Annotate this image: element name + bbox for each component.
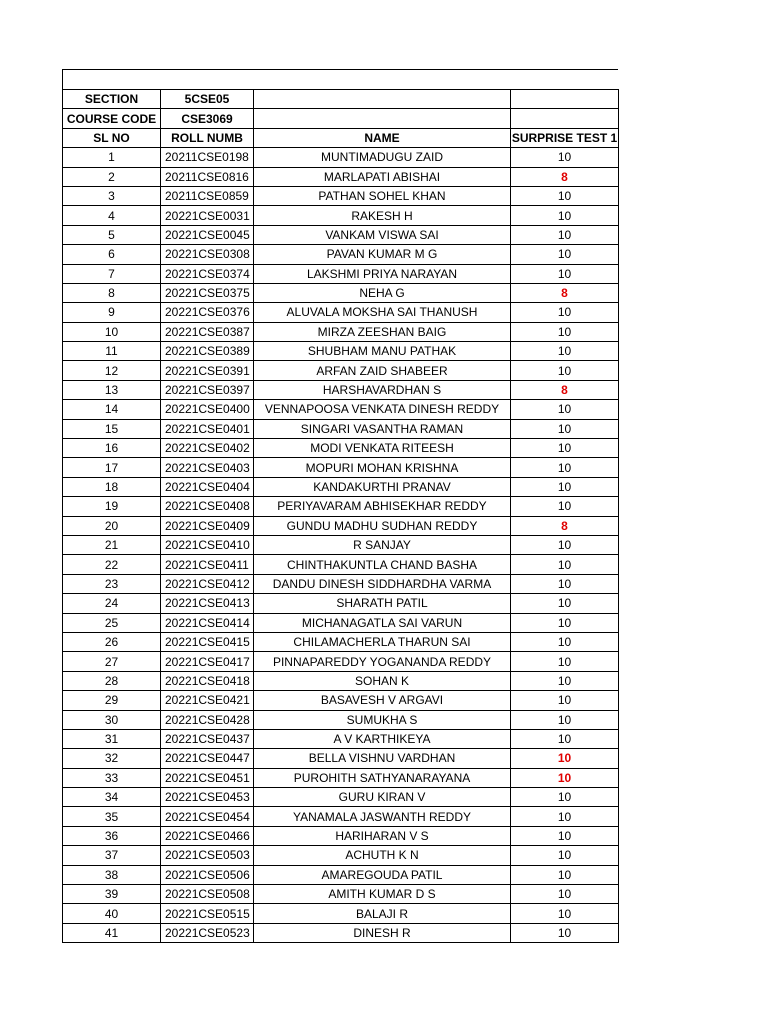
column-header-name: NAME xyxy=(254,128,511,147)
roll-number-cell: 20221CSE0447 xyxy=(161,749,254,768)
sl-no-cell: 41 xyxy=(63,923,161,942)
sl-no-cell: 14 xyxy=(63,400,161,419)
roll-number-cell: 20221CSE0413 xyxy=(161,594,254,613)
score-cell: 10 xyxy=(511,613,619,632)
table-row xyxy=(63,400,619,419)
table-row xyxy=(63,342,619,361)
roll-number-cell: 20221CSE0397 xyxy=(161,380,254,399)
score-cell: 10 xyxy=(511,749,619,768)
name-cell: LAKSHMI PRIYA NARAYAN xyxy=(254,264,511,283)
table-row xyxy=(63,167,619,186)
sl-no-cell: 35 xyxy=(63,807,161,826)
sl-no-cell: 11 xyxy=(63,342,161,361)
name-cell: VANKAM VISWA SAI xyxy=(254,225,511,244)
table-row xyxy=(63,186,619,205)
roll-number-cell: 20221CSE0374 xyxy=(161,264,254,283)
name-cell: MUNTIMADUGU ZAID xyxy=(254,148,511,167)
score-cell: 10 xyxy=(511,652,619,671)
column-header-sl-no: SL NO xyxy=(63,128,161,147)
table-row xyxy=(63,691,619,710)
section-value: 5CSE05 xyxy=(161,90,254,109)
sl-no-cell: 36 xyxy=(63,826,161,845)
name-cell: CHINTHAKUNTLA CHAND BASHA xyxy=(254,555,511,574)
roll-number-cell: 20221CSE0515 xyxy=(161,904,254,923)
sl-no-cell: 32 xyxy=(63,749,161,768)
name-cell: A V KARTHIKEYA xyxy=(254,729,511,748)
roll-number-cell: 20221CSE0400 xyxy=(161,400,254,419)
name-cell: RAKESH H xyxy=(254,206,511,225)
empty-cell xyxy=(511,109,619,128)
roll-number-cell: 20221CSE0391 xyxy=(161,361,254,380)
score-cell: 10 xyxy=(511,671,619,690)
roll-number-cell: 20221CSE0031 xyxy=(161,206,254,225)
table-row xyxy=(63,710,619,729)
sl-no-cell: 24 xyxy=(63,594,161,613)
name-cell: BASAVESH V ARGAVI xyxy=(254,691,511,710)
sl-no-cell: 34 xyxy=(63,788,161,807)
empty-cell xyxy=(511,90,619,109)
roll-number-cell: 20221CSE0387 xyxy=(161,322,254,341)
roll-number-cell: 20221CSE0376 xyxy=(161,303,254,322)
roll-number-cell: 20221CSE0428 xyxy=(161,710,254,729)
roll-number-cell: 20221CSE0523 xyxy=(161,923,254,942)
roll-number-cell: 20221CSE0508 xyxy=(161,885,254,904)
score-cell: 10 xyxy=(511,419,619,438)
name-cell: BELLA VISHNU VARDHAN xyxy=(254,749,511,768)
name-cell: GURU KIRAN V xyxy=(254,788,511,807)
sl-no-cell: 3 xyxy=(63,186,161,205)
section-label: SECTION xyxy=(63,90,161,109)
table-row xyxy=(63,361,619,380)
course-code-value: CSE3069 xyxy=(161,109,254,128)
name-cell: SUMUKHA S xyxy=(254,710,511,729)
sl-no-cell: 16 xyxy=(63,439,161,458)
name-cell: HARSHAVARDHAN S xyxy=(254,380,511,399)
column-header-roll-number: ROLL NUMB xyxy=(161,128,254,147)
table-row xyxy=(63,516,619,535)
table-row xyxy=(63,245,619,264)
name-cell: PAVAN KUMAR M G xyxy=(254,245,511,264)
name-cell: PINNAPAREDDY YOGANANDA REDDY xyxy=(254,652,511,671)
roll-number-cell: 20221CSE0410 xyxy=(161,535,254,554)
course-row xyxy=(63,109,619,128)
sl-no-cell: 19 xyxy=(63,497,161,516)
table-row xyxy=(63,439,619,458)
roll-number-cell: 20221CSE0414 xyxy=(161,613,254,632)
score-cell: 10 xyxy=(511,458,619,477)
name-cell: ACHUTH K N xyxy=(254,846,511,865)
table-row xyxy=(63,613,619,632)
roll-number-cell: 20221CSE0421 xyxy=(161,691,254,710)
score-cell: 10 xyxy=(511,322,619,341)
score-cell: 10 xyxy=(511,361,619,380)
name-cell: HARIHARAN V S xyxy=(254,826,511,845)
score-cell: 10 xyxy=(511,148,619,167)
score-cell: 10 xyxy=(511,729,619,748)
sl-no-cell: 39 xyxy=(63,885,161,904)
sl-no-cell: 9 xyxy=(63,303,161,322)
score-cell: 10 xyxy=(511,400,619,419)
name-cell: PUROHITH SATHYANARAYANA xyxy=(254,768,511,787)
score-cell: 10 xyxy=(511,264,619,283)
name-cell: AMITH KUMAR D S xyxy=(254,885,511,904)
roll-number-cell: 20211CSE0816 xyxy=(161,167,254,186)
table-row xyxy=(63,652,619,671)
roll-number-cell: 20221CSE0453 xyxy=(161,788,254,807)
roll-number-cell: 20221CSE0045 xyxy=(161,225,254,244)
sl-no-cell: 27 xyxy=(63,652,161,671)
sl-no-cell: 5 xyxy=(63,225,161,244)
score-cell: 10 xyxy=(511,923,619,942)
table-row xyxy=(63,923,619,942)
sl-no-cell: 29 xyxy=(63,691,161,710)
sl-no-cell: 26 xyxy=(63,632,161,651)
sl-no-cell: 33 xyxy=(63,768,161,787)
table-row xyxy=(63,885,619,904)
sl-no-cell: 37 xyxy=(63,846,161,865)
table-row xyxy=(63,671,619,690)
roll-number-cell: 20221CSE0408 xyxy=(161,497,254,516)
sl-no-cell: 31 xyxy=(63,729,161,748)
roll-number-cell: 20221CSE0417 xyxy=(161,652,254,671)
score-cell: 10 xyxy=(511,303,619,322)
section-row xyxy=(63,90,619,109)
score-cell: 10 xyxy=(511,710,619,729)
score-cell: 10 xyxy=(511,885,619,904)
name-cell: SOHAN K xyxy=(254,671,511,690)
score-cell: 8 xyxy=(511,167,619,186)
roll-number-cell: 20221CSE0404 xyxy=(161,477,254,496)
roll-number-cell: 20221CSE0451 xyxy=(161,768,254,787)
table-row xyxy=(63,535,619,554)
table-row xyxy=(63,206,619,225)
table-row xyxy=(63,419,619,438)
roll-number-cell: 20221CSE0409 xyxy=(161,516,254,535)
name-cell: GUNDU MADHU SUDHAN REDDY xyxy=(254,516,511,535)
score-cell: 10 xyxy=(511,846,619,865)
score-cell: 10 xyxy=(511,691,619,710)
score-cell: 10 xyxy=(511,826,619,845)
roll-number-cell: 20211CSE0859 xyxy=(161,186,254,205)
table-row xyxy=(63,865,619,884)
score-cell: 10 xyxy=(511,439,619,458)
sl-no-cell: 38 xyxy=(63,865,161,884)
score-cell: 10 xyxy=(511,206,619,225)
name-cell: R SANJAY xyxy=(254,535,511,554)
name-cell: PATHAN SOHEL KHAN xyxy=(254,186,511,205)
blank-header-band xyxy=(62,69,618,89)
name-cell: MIRZA ZEESHAN BAIG xyxy=(254,322,511,341)
table-row xyxy=(63,380,619,399)
score-cell: 10 xyxy=(511,497,619,516)
score-cell: 8 xyxy=(511,380,619,399)
score-cell: 10 xyxy=(511,342,619,361)
table-row xyxy=(63,283,619,302)
sl-no-cell: 8 xyxy=(63,283,161,302)
score-cell: 10 xyxy=(511,788,619,807)
name-cell: MARLAPATI ABISHAI xyxy=(254,167,511,186)
table-row xyxy=(63,729,619,748)
table-row xyxy=(63,807,619,826)
name-cell: YANAMALA JASWANTH REDDY xyxy=(254,807,511,826)
table-row xyxy=(63,555,619,574)
sl-no-cell: 4 xyxy=(63,206,161,225)
roll-number-cell: 20221CSE0402 xyxy=(161,439,254,458)
name-cell: MODI VENKATA RITEESH xyxy=(254,439,511,458)
name-cell: DINESH R xyxy=(254,923,511,942)
sl-no-cell: 40 xyxy=(63,904,161,923)
name-cell: ARFAN ZAID SHABEER xyxy=(254,361,511,380)
roll-number-cell: 20211CSE0198 xyxy=(161,148,254,167)
course-code-label: COURSE CODE xyxy=(63,109,161,128)
roll-number-cell: 20221CSE0415 xyxy=(161,632,254,651)
name-cell: SINGARI VASANTHA RAMAN xyxy=(254,419,511,438)
name-cell: SHUBHAM MANU PATHAK xyxy=(254,342,511,361)
table-row xyxy=(63,477,619,496)
roll-number-cell: 20221CSE0454 xyxy=(161,807,254,826)
name-cell: MICHANAGATLA SAI VARUN xyxy=(254,613,511,632)
table-row xyxy=(63,322,619,341)
sl-no-cell: 22 xyxy=(63,555,161,574)
sl-no-cell: 25 xyxy=(63,613,161,632)
name-cell: KANDAKURTHI PRANAV xyxy=(254,477,511,496)
sl-no-cell: 10 xyxy=(63,322,161,341)
table-row xyxy=(63,749,619,768)
table-row xyxy=(63,497,619,516)
table-row xyxy=(63,904,619,923)
roll-number-cell: 20221CSE0503 xyxy=(161,846,254,865)
table-row xyxy=(63,594,619,613)
sl-no-cell: 28 xyxy=(63,671,161,690)
roll-number-cell: 20221CSE0437 xyxy=(161,729,254,748)
score-cell: 10 xyxy=(511,225,619,244)
table-row xyxy=(63,846,619,865)
score-cell: 10 xyxy=(511,555,619,574)
sl-no-cell: 15 xyxy=(63,419,161,438)
sl-no-cell: 18 xyxy=(63,477,161,496)
table-row xyxy=(63,768,619,787)
table-row xyxy=(63,458,619,477)
sl-no-cell: 7 xyxy=(63,264,161,283)
sl-no-cell: 13 xyxy=(63,380,161,399)
name-cell: VENNAPOOSA VENKATA DINESH REDDY xyxy=(254,400,511,419)
marks-table xyxy=(62,89,619,943)
roll-number-cell: 20221CSE0418 xyxy=(161,671,254,690)
roll-number-cell: 20221CSE0403 xyxy=(161,458,254,477)
sl-no-cell: 30 xyxy=(63,710,161,729)
table-row xyxy=(63,303,619,322)
sl-no-cell: 2 xyxy=(63,167,161,186)
score-cell: 10 xyxy=(511,807,619,826)
roll-number-cell: 20221CSE0389 xyxy=(161,342,254,361)
table-row xyxy=(63,148,619,167)
column-header-surprise-test: SURPRISE TEST 1 xyxy=(511,128,619,147)
score-cell: 10 xyxy=(511,574,619,593)
name-cell: AMAREGOUDA PATIL xyxy=(254,865,511,884)
table-row xyxy=(63,264,619,283)
sl-no-cell: 12 xyxy=(63,361,161,380)
score-cell: 10 xyxy=(511,535,619,554)
roll-number-cell: 20221CSE0375 xyxy=(161,283,254,302)
score-cell: 10 xyxy=(511,477,619,496)
sl-no-cell: 21 xyxy=(63,535,161,554)
sl-no-cell: 1 xyxy=(63,148,161,167)
name-cell: PERIYAVARAM ABHISEKHAR REDDY xyxy=(254,497,511,516)
column-header-row xyxy=(63,128,619,147)
table-row xyxy=(63,225,619,244)
name-cell: ALUVALA MOKSHA SAI THANUSH xyxy=(254,303,511,322)
name-cell: CHILAMACHERLA THARUN SAI xyxy=(254,632,511,651)
score-cell: 10 xyxy=(511,186,619,205)
table-row xyxy=(63,826,619,845)
score-cell: 10 xyxy=(511,245,619,264)
empty-cell xyxy=(254,109,511,128)
roll-number-cell: 20221CSE0506 xyxy=(161,865,254,884)
score-cell: 10 xyxy=(511,865,619,884)
name-cell: SHARATH PATIL xyxy=(254,594,511,613)
name-cell: DANDU DINESH SIDDHARDHA VARMA xyxy=(254,574,511,593)
name-cell: NEHA G xyxy=(254,283,511,302)
sl-no-cell: 20 xyxy=(63,516,161,535)
roll-number-cell: 20221CSE0401 xyxy=(161,419,254,438)
sl-no-cell: 6 xyxy=(63,245,161,264)
table-row xyxy=(63,574,619,593)
table-row xyxy=(63,632,619,651)
roll-number-cell: 20221CSE0466 xyxy=(161,826,254,845)
score-cell: 10 xyxy=(511,632,619,651)
score-cell: 8 xyxy=(511,283,619,302)
score-cell: 10 xyxy=(511,768,619,787)
name-cell: BALAJI R xyxy=(254,904,511,923)
score-cell: 10 xyxy=(511,594,619,613)
empty-cell xyxy=(254,90,511,109)
sl-no-cell: 23 xyxy=(63,574,161,593)
table-row xyxy=(63,788,619,807)
score-cell: 8 xyxy=(511,516,619,535)
roll-number-cell: 20221CSE0412 xyxy=(161,574,254,593)
roll-number-cell: 20221CSE0411 xyxy=(161,555,254,574)
score-cell: 10 xyxy=(511,904,619,923)
sl-no-cell: 17 xyxy=(63,458,161,477)
roll-number-cell: 20221CSE0308 xyxy=(161,245,254,264)
name-cell: MOPURI MOHAN KRISHNA xyxy=(254,458,511,477)
